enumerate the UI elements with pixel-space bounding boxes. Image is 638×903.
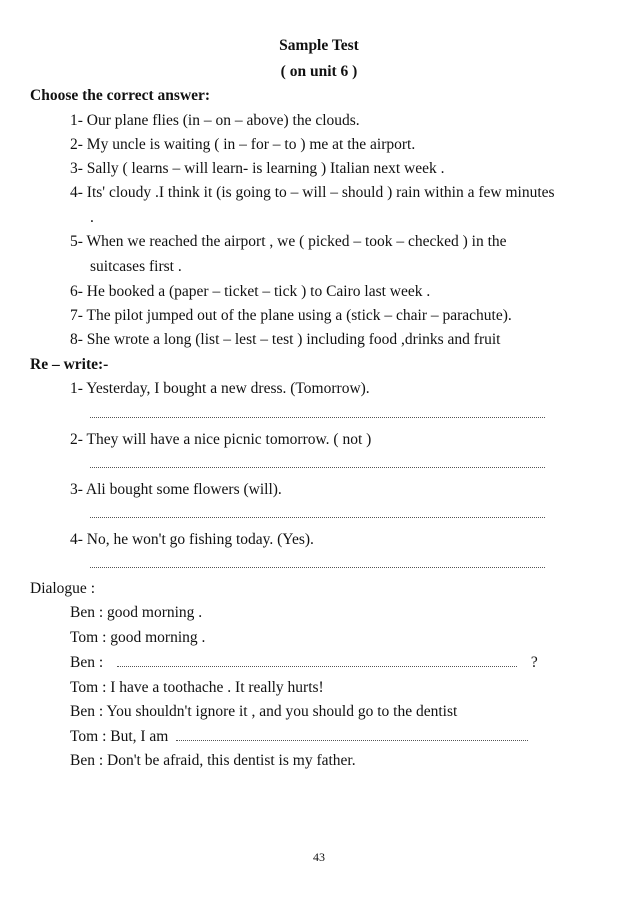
- dialogue-heading: Dialogue :: [30, 580, 95, 597]
- answer-dotted-line: [90, 417, 545, 418]
- choose-item-5-cont: suitcases first .: [90, 258, 182, 275]
- answer-dotted-line: [176, 740, 528, 741]
- choose-item-4-cont: .: [90, 209, 94, 226]
- dialogue-line: Ben : Don't be afraid, this dentist is my father.: [70, 752, 356, 769]
- test-subtitle: ( on unit 6 ): [280, 63, 358, 80]
- choose-item-1: 1- Our plane flies (in – on – above) the clouds.: [70, 112, 360, 129]
- dialogue-line: Tom : I have a toothache . It really hurts!: [70, 679, 324, 696]
- dialogue-speaker-line: Tom : But, I am: [70, 728, 169, 745]
- dialogue-line: Tom : good morning .: [70, 629, 206, 646]
- answer-dotted-line: [90, 567, 545, 568]
- choose-item-6: 6- He booked a (paper – ticket – tick ) to Cairo last week .: [70, 283, 431, 300]
- choose-heading: Choose the correct answer:: [30, 87, 211, 104]
- dialogue-line: Ben : good morning .: [70, 604, 203, 621]
- test-title: Sample Test: [279, 37, 359, 54]
- dialogue-line: [70, 728, 528, 746]
- answer-dotted-line: [90, 517, 545, 518]
- rewrite-item-1: 1- Yesterday, I bought a new dress. (Tomorrow).: [70, 380, 370, 397]
- choose-item-5: 5- When we reached the airport , we ( picked – took – checked ) in the: [70, 233, 507, 250]
- rewrite-heading: Re – write:-: [30, 356, 109, 373]
- dialogue-line: Ben : You shouldn't ignore it , and you should go to the dentist: [70, 703, 458, 720]
- rewrite-item-3: 3- Ali bought some flowers (will).: [70, 481, 282, 498]
- question-mark: ?: [530, 654, 538, 671]
- choose-item-7: 7- The pilot jumped out of the plane using a (stick – chair – parachute).: [70, 307, 512, 324]
- answer-dotted-line: [90, 467, 545, 468]
- answer-dotted-line: [117, 666, 517, 667]
- choose-item-3: 3- Sally ( learns – will learn- is learning ) Italian next week .: [70, 160, 445, 177]
- choose-item-4: 4- Its' cloudy .I think it (is going to – will – should ) rain within a few minutes: [70, 184, 555, 201]
- rewrite-item-2: 2- They will have a nice picnic tomorrow. ( not ): [70, 431, 372, 448]
- dialogue-speaker-line: Ben :: [70, 654, 104, 671]
- page-number: 43: [313, 850, 325, 864]
- rewrite-item-4: 4- No, he won't go fishing today. (Yes).: [70, 531, 314, 548]
- dialogue-line: [70, 654, 538, 672]
- choose-item-2: 2- My uncle is waiting ( in – for – to ) me at the airport.: [70, 136, 416, 153]
- choose-item-8: 8- She wrote a long (list – lest – test ) including food ,drinks and fruit: [70, 331, 501, 348]
